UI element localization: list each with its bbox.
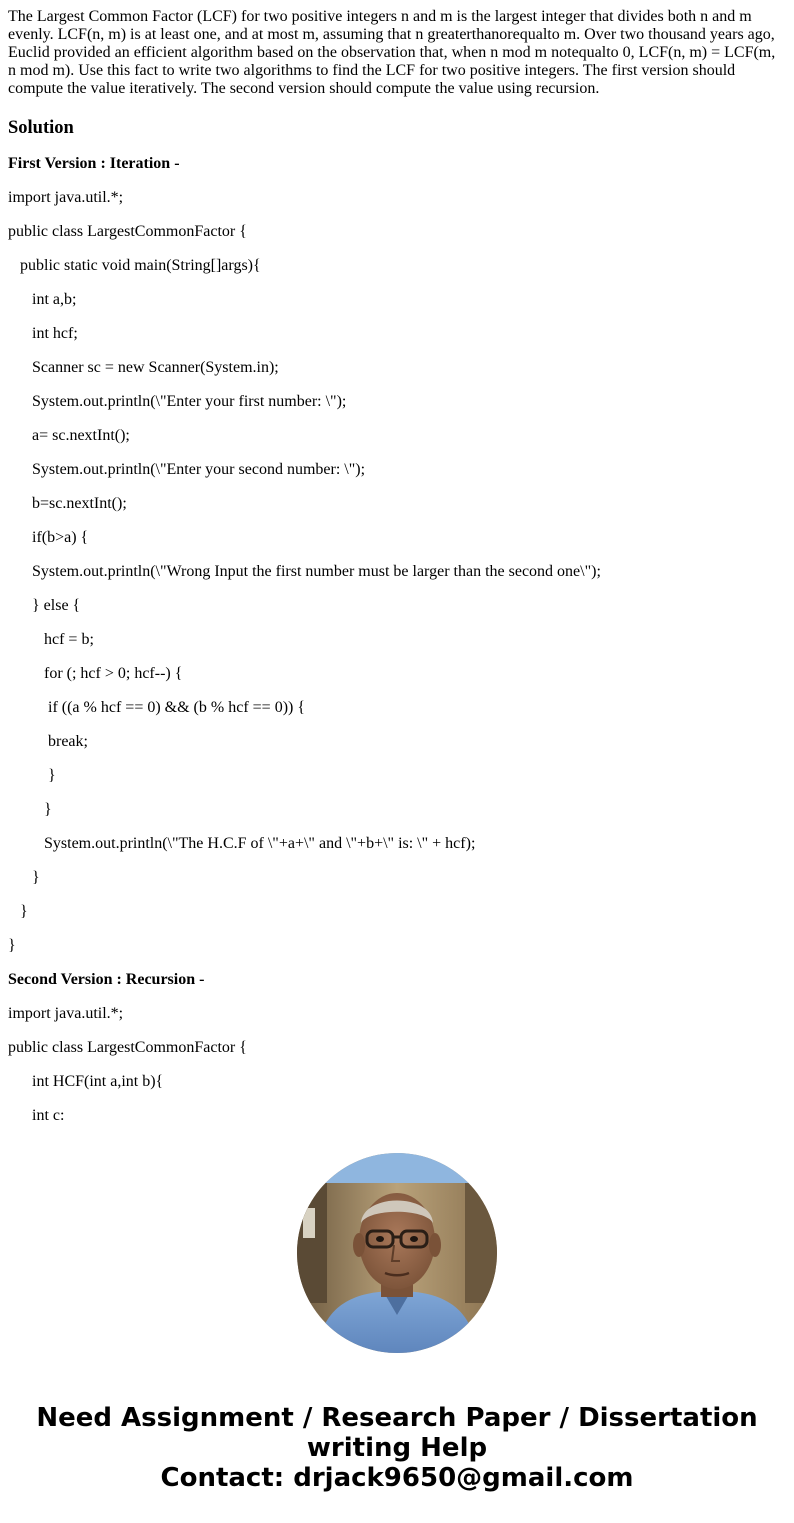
author-avatar: [297, 1153, 497, 1353]
promo-banner: [0, 1403, 794, 1493]
recursion-code: [8, 1005, 786, 1125]
code-line: for (; hcf > 0; hcf--) {: [8, 665, 183, 682]
code-line: a= sc.nextInt();: [8, 427, 130, 444]
code-line: int hcf;: [8, 325, 78, 342]
code-line: break;: [8, 733, 88, 750]
code-line: }: [8, 801, 52, 818]
code-line: } else {: [8, 597, 81, 614]
code-line: int c:: [8, 1107, 65, 1124]
iteration-code: [8, 189, 786, 955]
author-portrait-image: [297, 1153, 497, 1353]
code-line: public static void main(String[]args){: [8, 257, 261, 274]
document-body: [8, 8, 786, 1125]
code-line: hcf = b;: [8, 631, 94, 648]
code-line: int HCF(int a,int b){: [8, 1073, 164, 1090]
code-line: if ((a % hcf == 0) && (b % hcf == 0)) {: [8, 699, 306, 716]
code-line: }: [8, 767, 56, 784]
code-line: public class LargestCommonFactor {: [8, 223, 247, 240]
recursion-title: Second Version : Recursion -: [8, 971, 205, 988]
code-line: System.out.println(\"Enter your first number: \");: [8, 393, 347, 410]
code-line: b=sc.nextInt();: [8, 495, 127, 512]
code-line: import java.util.*;: [8, 189, 124, 206]
promo-line: writing Help: [306, 1433, 488, 1463]
code-line: System.out.println(\"Enter your second number: \");: [8, 461, 366, 478]
code-line: public class LargestCommonFactor {: [8, 1039, 247, 1056]
code-line: System.out.println(\"Wrong Input the first number must be larger than the second one\");: [8, 563, 601, 580]
code-line: import java.util.*;: [8, 1005, 124, 1022]
question-text: The Largest Common Factor (LCF) for two positive integers n and m is the largest integer that divides both n and m evenly. LCF(n, m) is at least one, and at most m, assuming that n greaterthanorequalto m. Over two thousand years ago, Euclid provided an efficient algorithm based on the observation that, when n mod m notequalto 0, LCF(n, m) = LCF(m, n mod m). Use this fact to write two algorithms to find the LCF for two positive integers. The first version should compute the value iteratively. The second version should compute the value using recursion.: [8, 8, 776, 97]
code-line: }: [8, 903, 28, 920]
promo-contact: Contact: drjack9650@gmail.com: [160, 1463, 634, 1493]
code-line: }: [8, 869, 40, 886]
iteration-title: First Version : Iteration -: [8, 155, 180, 172]
code-line: Scanner sc = new Scanner(System.in);: [8, 359, 279, 376]
solution-heading: Solution: [8, 118, 74, 138]
code-line: if(b>a) {: [8, 529, 89, 546]
code-line: int a,b;: [8, 291, 77, 308]
promo-line: Need Assignment / Research Paper / Dissertation: [36, 1403, 758, 1433]
code-line: System.out.println(\"The H.C.F of \"+a+\" and \"+b+\" is: \" + hcf);: [8, 835, 476, 852]
code-line: }: [8, 937, 16, 954]
